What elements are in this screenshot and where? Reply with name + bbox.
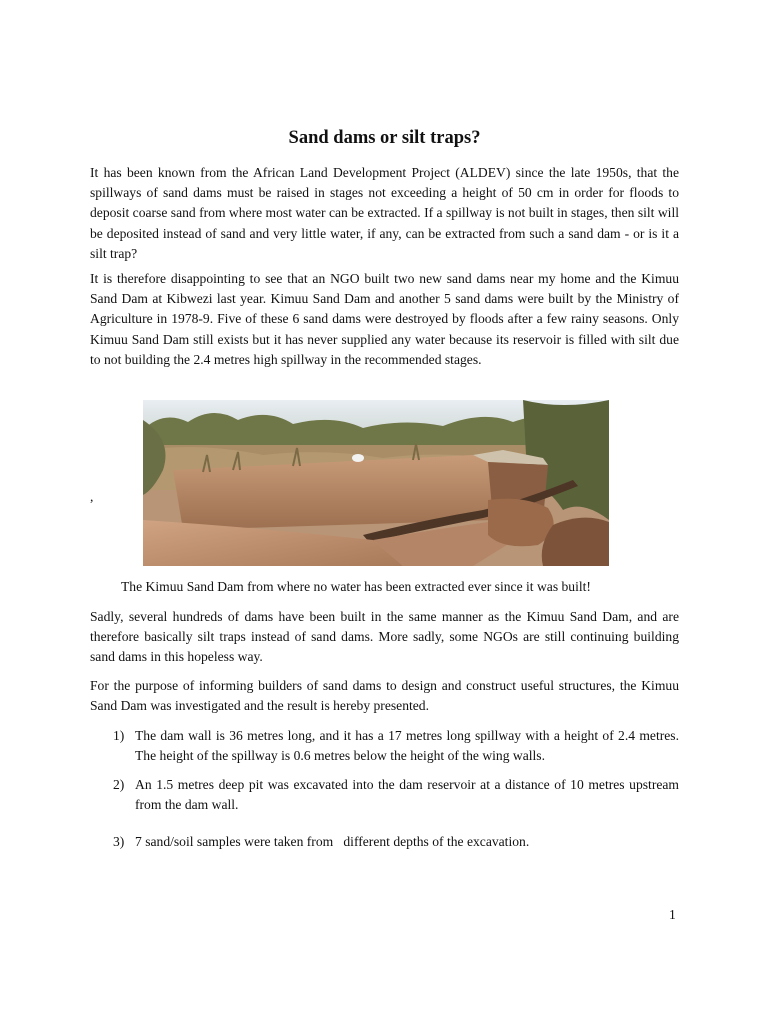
kimuu-sand-dam-photo bbox=[143, 400, 609, 566]
list-text: An 1.5 metres deep pit was excavated into the dam reservoir at a distance of 10 metres upstream from the dam wall. bbox=[135, 777, 679, 813]
paragraph-investigation: For the purpose of informing builders of sand dams to design and construct useful structures, the Kimuu Sand Dam was investigated and the result is hereby presented. bbox=[90, 678, 679, 714]
list-text: 7 sand/soil samples were taken from different depths of the excavation. bbox=[135, 834, 530, 849]
page-number: 1 bbox=[669, 907, 676, 922]
list-text: The dam wall is 36 metres long, and it has a 17 metres long spillway with a height of 2.4 metres. The height of the spillway is 0.6 metres below the height of the wing walls. bbox=[135, 728, 679, 764]
list-item-3 bbox=[113, 832, 679, 852]
paragraph-silt-traps: Sadly, several hundreds of dams have been built in the same manner as the Kimuu Sand Dam, and are therefore basically silt traps instead of sand dams. More sadly, some NGOs are still continuing building sand dams in this hopeless way. bbox=[90, 609, 679, 665]
list-number: 1) bbox=[113, 728, 125, 743]
list-number: 3) bbox=[113, 834, 125, 849]
list-item-2 bbox=[113, 775, 679, 815]
photo-caption: The Kimuu Sand Dam from where no water has been extracted ever since it was built! bbox=[121, 579, 591, 594]
stray-comma: , bbox=[90, 489, 94, 504]
paragraph-intro: It has been known from the African Land Development Project (ALDEV) since the late 1950s, that the spillways of sand dams must be raised in stages not exceeding a height of 50 cm in order for floods to deposit coarse sand from where most water can be extracted. If a spillway is not built in stages, then silt will be deposited instead of sand and very little water, if any, can be extracted from such a sand dam - or is it a silt trap? bbox=[90, 165, 679, 261]
paragraph-kimuu-history: It is therefore disappointing to see that an NGO built two new sand dams near my home and the Kimuu Sand Dam at Kibwezi last year. Kimuu Sand Dam and another 5 sand dams were built by the Ministry of Agriculture in 1978-9. Five of these 6 sand dams were destroyed by floods after a few rainy seasons. Only Kimuu Sand Dam still exists but it has never supplied any water because its reservoir is filled with silt due to not building the 2.4 metres high spillway in the recommended stages. bbox=[90, 271, 679, 367]
document-title: Sand dams or silt traps? bbox=[288, 128, 481, 148]
list-item-1 bbox=[113, 726, 679, 766]
list-number: 2) bbox=[113, 777, 125, 792]
